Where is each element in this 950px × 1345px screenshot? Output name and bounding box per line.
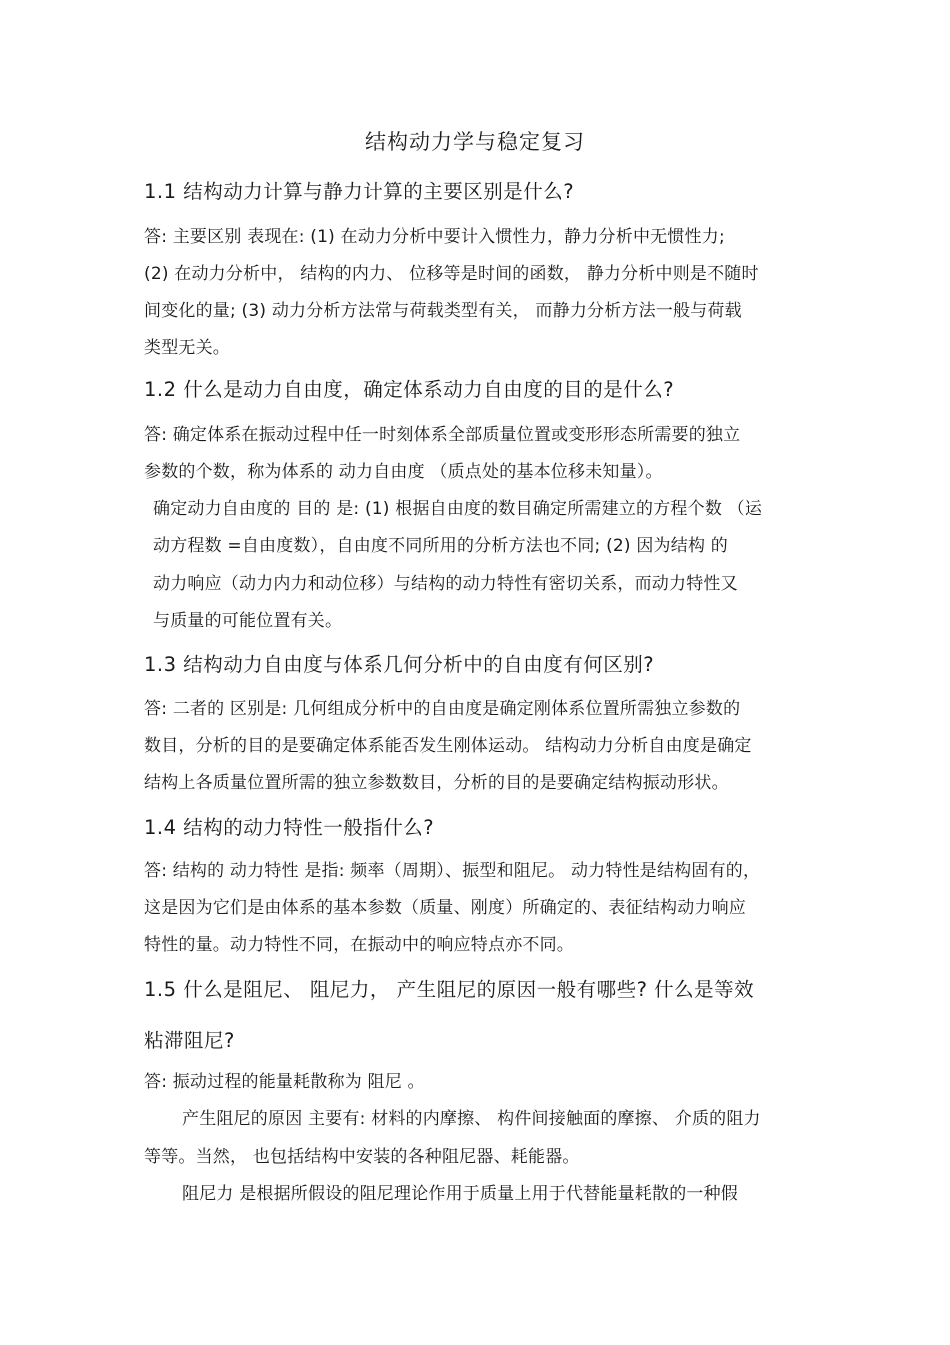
answer-line: 动方程数 =自由度数），自由度不同所用的分析方法也不同; (2) 因为结构 的 (153, 536, 728, 556)
answer-line: 类型无关。 (144, 338, 230, 358)
answer-line: 产生阻尼的原因 主要有: 材料的内摩擦、 构件间接触面的摩擦、 介质的阻力 (182, 1109, 761, 1129)
answer-line: 参数的个数，称为体系的 动力自由度 （质点处的基本位移未知量）。 (144, 462, 663, 482)
answer-line: 结构上各质量位置所需的独立参数数目，分析的目的是要确定结构振动形状。 (144, 773, 729, 793)
answer-line: 阻尼力 是根据所假设的阻尼理论作用于质量上用于代替能量耗散的一种假 (182, 1184, 739, 1204)
answer-line: 确定动力自由度的 目的 是: (1) 根据自由度的数目确定所需建立的方程个数 （运 (153, 499, 763, 519)
question-1-2: 1.2 什么是动力自由度，确定体系动力自由度的目的是什么? (144, 378, 675, 401)
question-1-3: 1.3 结构动力自由度与体系几何分析中的自由度有何区别? (144, 653, 655, 676)
answer-line: 这是因为它们是由体系的基本参数（质量、刚度）所确定的、表征结构动力响应 (144, 898, 746, 918)
answer-line: 答: 主要区别 表现在: (1) 在动力分析中要计入惯性力，静力分析中无惯性力; (144, 227, 725, 247)
answer-line: 答: 确定体系在振动过程中任一时刻体系全部质量位置或变形形态所需要的独立 (144, 425, 741, 445)
question-1-5: 1.5 什么是阻尼、 阻尼力， 产生阻尼的原因一般有哪些? 什么是等效 (144, 978, 755, 1001)
question-1-1: 1.1 结构动力计算与静力计算的主要区别是什么? (144, 180, 575, 203)
answer-line: 间变化的量; (3) 动力分析方法常与荷载类型有关， 而静力分析方法一般与荷载 (144, 301, 742, 321)
answer-line: 数目，分析的目的是要确定体系能否发生刚体运动。 结构动力分析自由度是确定 (144, 736, 752, 756)
answer-line: 与质量的可能位置有关。 (153, 611, 343, 631)
question-1-4: 1.4 结构的动力特性一般指什么? (144, 816, 435, 839)
question-1-5-cont: 粘滞阻尼? (144, 1029, 235, 1052)
answer-line: 特性的量。动力特性不同，在振动中的响应特点亦不同。 (144, 935, 574, 955)
answer-line: 等等。当然， 也包括结构中安装的各种阻尼器、耗能器。 (144, 1147, 580, 1167)
page-title: 结构动力学与稳定复习 (365, 130, 585, 154)
answer-line: 动力响应（动力内力和动位移）与结构的动力特性有密切关系，而动力特性又 (153, 574, 738, 594)
answer-line: 答: 二者的 区别是: 几何组成分析中的自由度是确定刚体系位置所需独立参数的 (144, 699, 741, 719)
answer-line: 答: 振动过程的能量耗散称为 阻尼 。 (144, 1072, 425, 1092)
answer-line: (2) 在动力分析中， 结构的内力、 位移等是时间的函数， 静力分析中则是不随时 (144, 264, 759, 284)
answer-line: 答: 结构的 动力特性 是指: 频率（周期）、振型和阻尼。 动力特性是结构固有的， (144, 861, 761, 881)
